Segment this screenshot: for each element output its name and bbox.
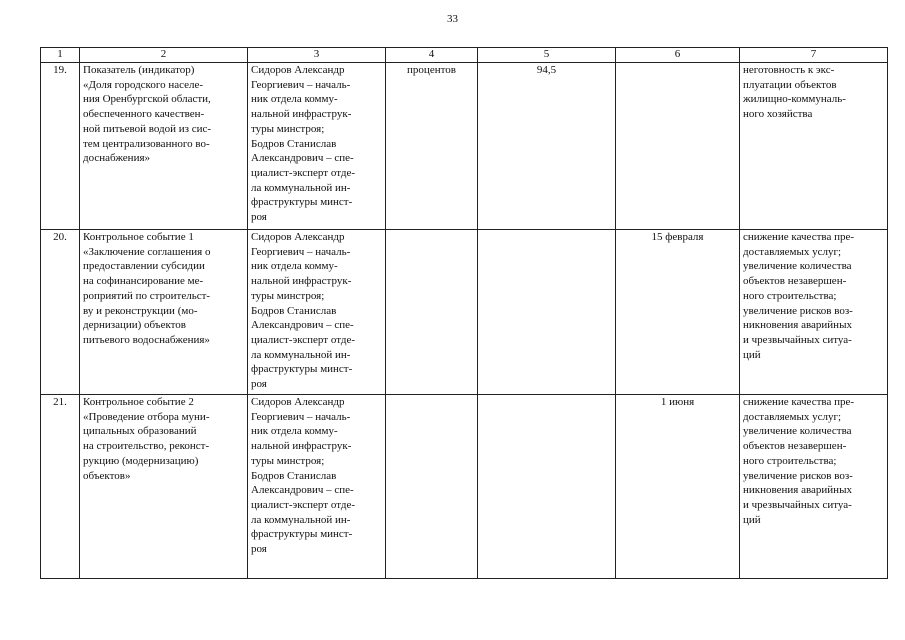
- risks: снижение качества пре- доставляемых услуг; увеличение количества объектов незавершен- ного строительства; увеличение рисков воз- никновения аварийных и чрезвычайных ситуа- ций: [740, 395, 888, 579]
- indicator-name: Контрольное событие 2 «Проведение отбора муни- ципальных образований на строительство, реконст- рукцию (модернизацию) объектов»: [80, 395, 248, 579]
- row-number: 21.: [41, 395, 80, 579]
- row-number: 19.: [41, 63, 80, 230]
- responsible-persons: Сидоров Александр Георгиевич – началь- ник отдела комму- нальной инфраструк- туры минстроя; Бодров Станислав Александрович – спе- циалист-эксперт отде- ла коммунальной ин- фраструктуры минст- роя: [248, 395, 386, 579]
- column-header: 4: [386, 48, 478, 63]
- page-number: 33: [447, 13, 458, 25]
- indicator-name: Показатель (индикатор) «Доля городского населе- ния Оренбургской области, обеспеченного качествен- ной питьевой водой из сис- тем централизованного во- доснабжения»: [80, 63, 248, 230]
- risks: неготовность к экс- плуатации объектов жилищно-коммуналь- ного хозяйства: [740, 63, 888, 230]
- column-header: 7: [740, 48, 888, 63]
- unit: процентов: [386, 63, 478, 230]
- target-value: [478, 230, 616, 395]
- table-row: [41, 230, 888, 395]
- column-header: 5: [478, 48, 616, 63]
- column-number-header-row: [41, 48, 888, 63]
- table-row: [41, 395, 888, 579]
- target-value: 94,5: [478, 63, 616, 230]
- responsible-persons: Сидоров Александр Георгиевич – началь- ник отдела комму- нальной инфраструк- туры минстроя; Бодров Станислав Александрович – спе- циалист-эксперт отде- ла коммунальной ин- фраструктуры минст- роя: [248, 63, 386, 230]
- deadline-date: 1 июня: [616, 395, 740, 579]
- indicator-name: Контрольное событие 1 «Заключение соглашения о предоставлении субсидии на софинансирование ме- роприятий по строительст- ву и реконструкции (мо- дернизации) объектов питьевого водоснабжения»: [80, 230, 248, 395]
- unit: [386, 230, 478, 395]
- column-header: 1: [41, 48, 80, 63]
- table-row: [41, 63, 888, 230]
- column-header: 6: [616, 48, 740, 63]
- column-header: 3: [248, 48, 386, 63]
- column-header: 2: [80, 48, 248, 63]
- risks: снижение качества пре- доставляемых услуг; увеличение количества объектов незавершен- ного строительства; увеличение рисков воз- никновения аварийных и чрезвычайных ситуа- ций: [740, 230, 888, 395]
- unit: [386, 395, 478, 579]
- target-value: [478, 395, 616, 579]
- responsible-persons: Сидоров Александр Георгиевич – началь- ник отдела комму- нальной инфраструк- туры минстроя; Бодров Станислав Александрович – спе- циалист-эксперт отде- ла коммунальной ин- фраструктуры минст- роя: [248, 230, 386, 395]
- deadline-date: 15 февраля: [616, 230, 740, 395]
- indicators-table: [40, 47, 888, 579]
- deadline-date: [616, 63, 740, 230]
- row-number: 20.: [41, 230, 80, 395]
